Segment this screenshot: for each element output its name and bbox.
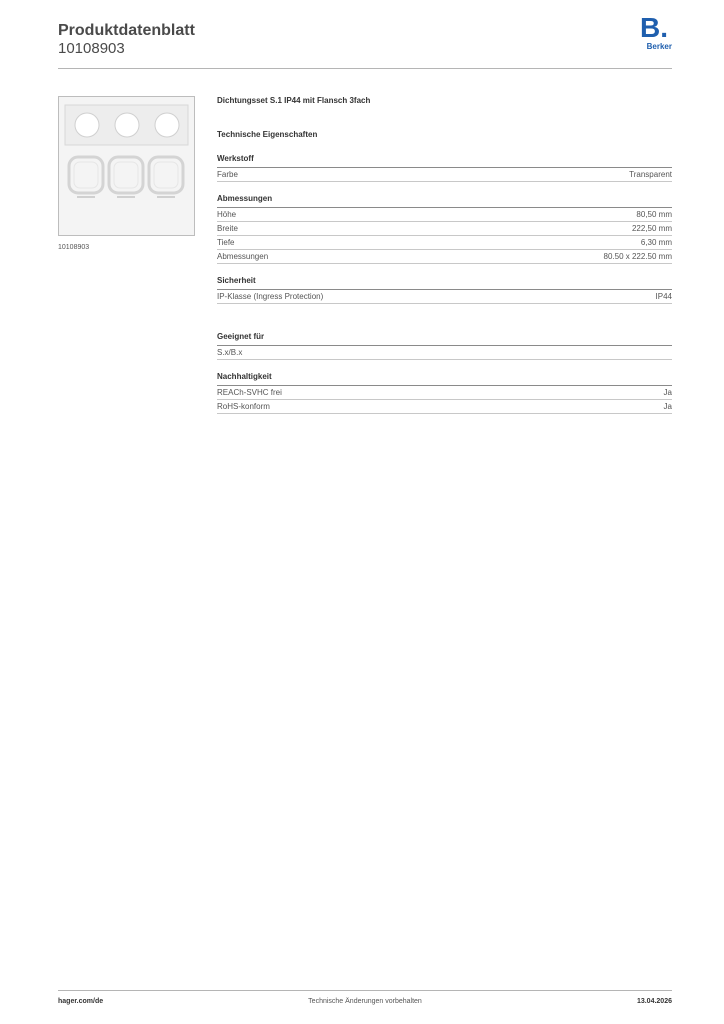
page-footer (58, 998, 672, 1010)
property-row (217, 250, 672, 264)
property-value: 80,50 mm (636, 210, 672, 219)
property-label: Abmessungen (217, 252, 269, 261)
footer-note: Technische Änderungen vorbehalten (308, 998, 422, 1005)
footer-divider (58, 990, 672, 991)
property-label: Höhe (217, 210, 237, 219)
logo-letter: B. (640, 12, 668, 43)
property-label: S.x/B.x (217, 348, 243, 357)
property-row (217, 386, 672, 400)
page-header (58, 12, 672, 70)
section-abmessungen (217, 196, 672, 264)
section-geeignet-fuer (217, 334, 672, 360)
section-werkstoff (217, 156, 672, 182)
property-value: 222,50 mm (631, 224, 672, 233)
footer-date: 13.04.2026 (636, 998, 672, 1005)
property-row (217, 290, 672, 304)
header-divider (58, 68, 672, 69)
product-name: Dichtungsset S.1 IP44 mit Flansch 3fach (217, 96, 371, 105)
property-row (217, 168, 672, 182)
property-value: Ja (663, 402, 672, 411)
technical-properties-heading: Technische Eigenschaften (217, 130, 318, 139)
section-nachhaltigkeit (217, 374, 672, 414)
product-image (58, 96, 195, 236)
property-label: RoHS-konform (217, 402, 270, 411)
document-title: Produktdatenblatt (58, 22, 195, 39)
property-row (217, 222, 672, 236)
property-value: IP44 (655, 292, 672, 301)
property-value: Transparent (629, 170, 672, 179)
property-label: REACh-SVHC frei (217, 388, 282, 397)
section-title: Nachhaltigkeit (217, 374, 672, 386)
footer-website-link[interactable]: hager.com/de (58, 998, 104, 1005)
section-title: Abmessungen (217, 196, 672, 208)
property-row (217, 236, 672, 250)
section-title: Sicherheit (217, 278, 672, 290)
property-row (217, 208, 672, 222)
section-title: Geeignet für (217, 334, 672, 346)
document-number: 10108903 (58, 40, 125, 57)
property-row (217, 400, 672, 414)
berker-logo (638, 12, 672, 52)
section-sicherheit (217, 278, 672, 304)
product-details (217, 96, 672, 414)
property-label: Breite (217, 224, 238, 233)
property-label: Tiefe (217, 238, 235, 247)
property-label: Farbe (217, 170, 238, 179)
logo-brand-name: Berker (646, 42, 672, 51)
property-label: IP-Klasse (Ingress Protection) (217, 292, 324, 301)
property-value: 80.50 x 222.50 mm (603, 252, 672, 261)
property-value: 6,30 mm (640, 238, 672, 247)
image-caption: 10108903 (58, 244, 90, 251)
property-row (217, 346, 672, 360)
section-title: Werkstoff (217, 156, 672, 168)
property-value: Ja (663, 388, 672, 397)
